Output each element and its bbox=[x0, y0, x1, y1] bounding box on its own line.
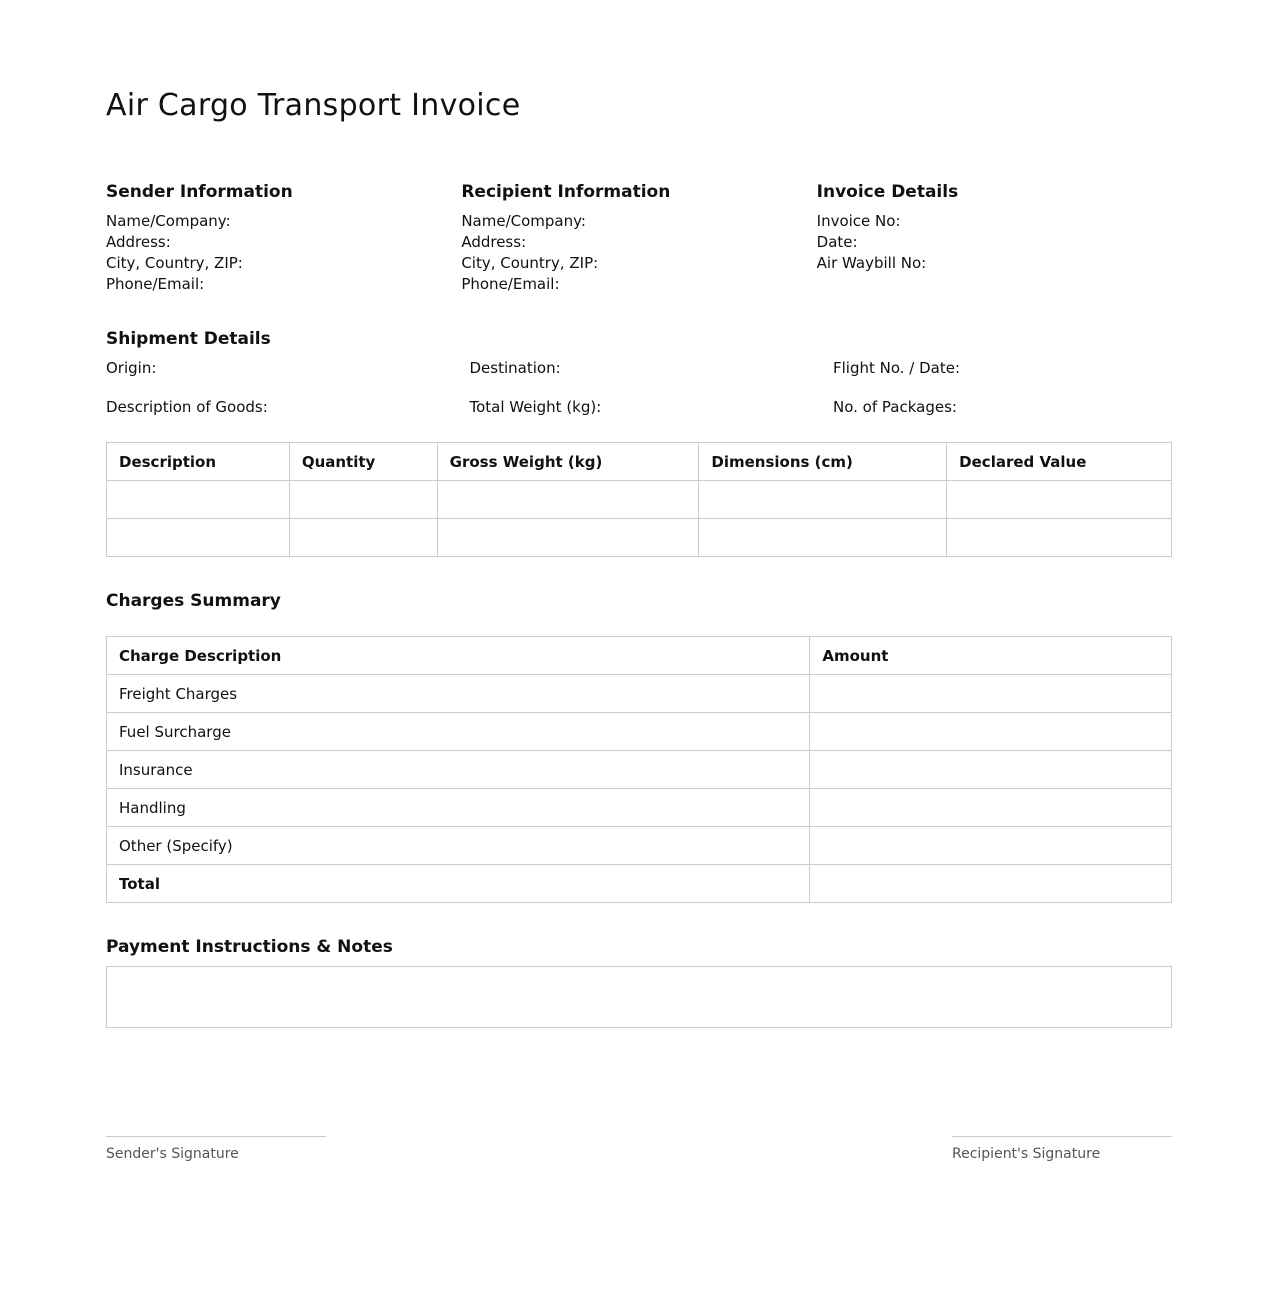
table-cell[interactable] bbox=[107, 519, 290, 557]
shipment-heading: Shipment Details bbox=[106, 329, 271, 349]
recipient-signature-label: Recipient's Signature bbox=[952, 1146, 1101, 1162]
sender-name-field: Name/Company: bbox=[106, 212, 231, 230]
table-header-row bbox=[107, 443, 1172, 481]
col-gross-weight: Gross Weight (kg) bbox=[437, 443, 699, 481]
sender-signature-line[interactable] bbox=[106, 1136, 326, 1162]
charge-amount[interactable] bbox=[810, 713, 1172, 751]
party-info-row bbox=[106, 181, 1172, 295]
recipient-name-field: Name/Company: bbox=[461, 212, 586, 230]
notes-box[interactable] bbox=[106, 966, 1172, 1028]
invoice-date-field: Date: bbox=[816, 233, 858, 251]
recipient-address-field: Address: bbox=[461, 233, 527, 251]
charge-label: Insurance bbox=[107, 751, 810, 789]
invoice-details bbox=[817, 181, 1172, 295]
col-quantity: Quantity bbox=[289, 443, 437, 481]
total-label: Total bbox=[107, 865, 810, 903]
flight-date-field: Flight No. / Date: bbox=[833, 359, 961, 377]
charge-amount[interactable] bbox=[810, 675, 1172, 713]
charge-row-other bbox=[107, 827, 1172, 865]
charges-heading: Charges Summary bbox=[106, 591, 281, 611]
table-cell[interactable] bbox=[437, 481, 699, 519]
table-cell[interactable] bbox=[289, 519, 437, 557]
recipient-signature-line[interactable] bbox=[952, 1136, 1172, 1162]
charge-label: Fuel Surcharge bbox=[107, 713, 810, 751]
recipient-information bbox=[461, 181, 816, 295]
package-count-field: No. of Packages: bbox=[833, 398, 957, 416]
table-header-row bbox=[107, 637, 1172, 675]
total-weight-field: Total Weight (kg): bbox=[469, 398, 602, 416]
invoice-number-field: Invoice No: bbox=[816, 212, 901, 230]
table-cell[interactable] bbox=[107, 481, 290, 519]
sender-address-field: Address: bbox=[106, 233, 171, 251]
table-row bbox=[107, 519, 1172, 557]
sender-heading: Sender Information bbox=[106, 182, 293, 202]
page-title: Air Cargo Transport Invoice bbox=[106, 88, 521, 123]
table-cell[interactable] bbox=[947, 519, 1172, 557]
col-amount: Amount bbox=[810, 637, 1172, 675]
cargo-items-table bbox=[106, 442, 1172, 557]
goods-description-field: Description of Goods: bbox=[106, 398, 268, 416]
sender-phone-field: Phone/Email: bbox=[106, 275, 205, 293]
sender-signature-label: Sender's Signature bbox=[106, 1146, 239, 1162]
table-cell[interactable] bbox=[947, 481, 1172, 519]
sender-information bbox=[106, 181, 461, 295]
notes-heading: Payment Instructions & Notes bbox=[106, 937, 393, 957]
charge-row-fuel-surcharge bbox=[107, 713, 1172, 751]
charge-label: Other (Specify) bbox=[107, 827, 810, 865]
recipient-heading: Recipient Information bbox=[461, 182, 671, 202]
table-row bbox=[107, 481, 1172, 519]
table-cell[interactable] bbox=[699, 519, 947, 557]
charges-table bbox=[106, 636, 1172, 903]
col-declared-value: Declared Value bbox=[947, 443, 1172, 481]
table-cell[interactable] bbox=[437, 519, 699, 557]
col-description: Description bbox=[107, 443, 290, 481]
table-cell[interactable] bbox=[699, 481, 947, 519]
charge-row-freight bbox=[107, 675, 1172, 713]
charge-amount[interactable] bbox=[810, 751, 1172, 789]
charge-row-total bbox=[107, 865, 1172, 903]
recipient-phone-field: Phone/Email: bbox=[461, 275, 560, 293]
col-charge-description: Charge Description bbox=[107, 637, 810, 675]
charge-amount[interactable] bbox=[810, 827, 1172, 865]
charge-label: Handling bbox=[107, 789, 810, 827]
shipment-details bbox=[106, 328, 1172, 418]
recipient-city-field: City, Country, ZIP: bbox=[461, 254, 599, 272]
invoice-heading: Invoice Details bbox=[816, 182, 959, 202]
charge-amount[interactable] bbox=[810, 789, 1172, 827]
total-amount[interactable] bbox=[810, 865, 1172, 903]
air-waybill-field: Air Waybill No: bbox=[816, 254, 927, 272]
charge-row-handling bbox=[107, 789, 1172, 827]
origin-field: Origin: bbox=[106, 359, 157, 377]
charge-label: Freight Charges bbox=[107, 675, 810, 713]
sender-city-field: City, Country, ZIP: bbox=[106, 254, 243, 272]
col-dimensions: Dimensions (cm) bbox=[699, 443, 947, 481]
table-cell[interactable] bbox=[289, 481, 437, 519]
destination-field: Destination: bbox=[469, 359, 561, 377]
charge-row-insurance bbox=[107, 751, 1172, 789]
